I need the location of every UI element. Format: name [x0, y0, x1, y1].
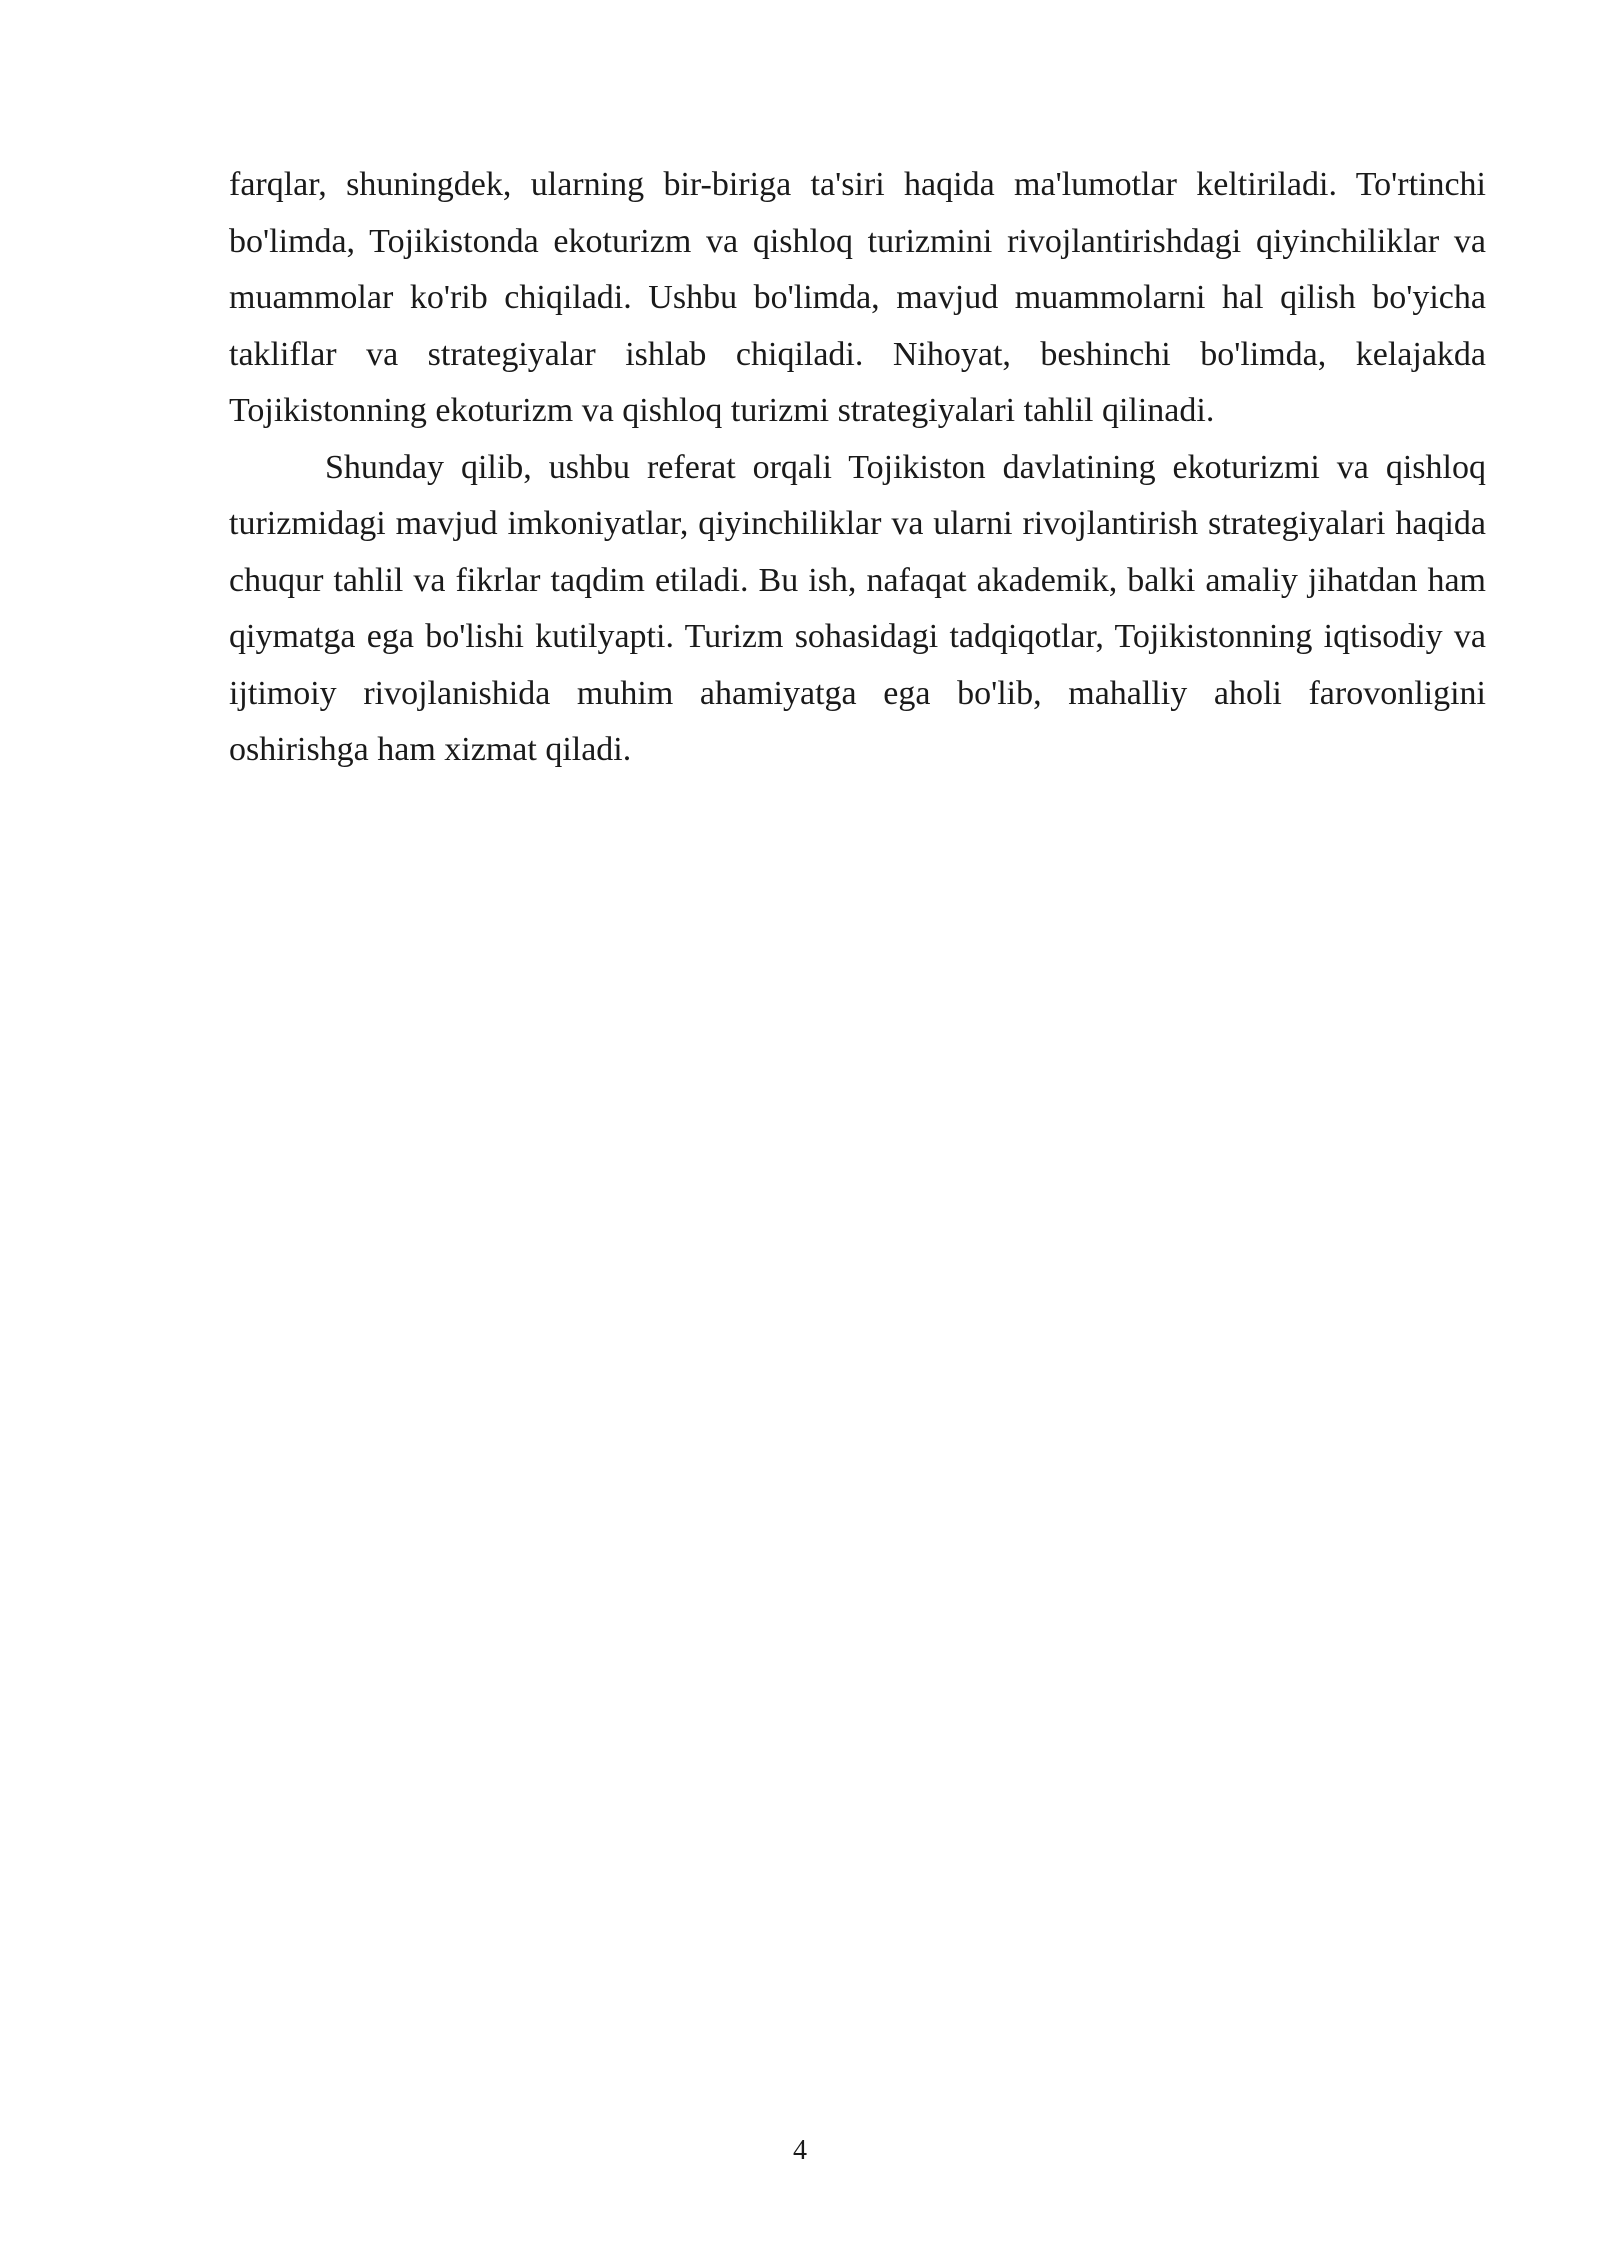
- body-text: [229, 157, 1486, 779]
- paragraph-continuation: farqlar, shuningdek, ularning bir-biriga ta'siri haqida ma'lumotlar keltiriladi. To'rtinchi bo'limda, Tojikistonda ekoturizm va qishloq turizmini rivojlantirishdagi qiyinchiliklar va muammolar ko'rib chiqiladi. Ushbu bo'limda, mavjud muammolarni hal qilish bo'yicha takliflar va strategiyalar ishlab chiqiladi. Nihoyat, beshinchi bo'limda, kelajakda Tojikistonning ekoturizm va qishloq turizmi strategiyalari tahlil qilinadi.: [229, 166, 1486, 429]
- paragraph-conclusion: Shunday qilib, ushbu referat orqali Tojikiston davlatining ekoturizmi va qishloq turizmidagi mavjud imkoniyatlar, qiyinchiliklar va ularni rivojlantirish strategiyalari haqida chuqur tahlil va fikrlar taqdim etiladi. Bu ish, nafaqat akademik, balki amaliy jihatdan ham qiymatga ega bo'lishi kutilyapti. Turizm sohasidagi tadqiqotlar, Tojikistonning iqtisodiy va ijtimoiy rivojlanishida muhim ahamiyatga ega bo'lib, mahalliy aholi farovonligini oshirishga ham xizmat qiladi.: [229, 448, 1486, 768]
- page-number: 4: [793, 2135, 807, 2166]
